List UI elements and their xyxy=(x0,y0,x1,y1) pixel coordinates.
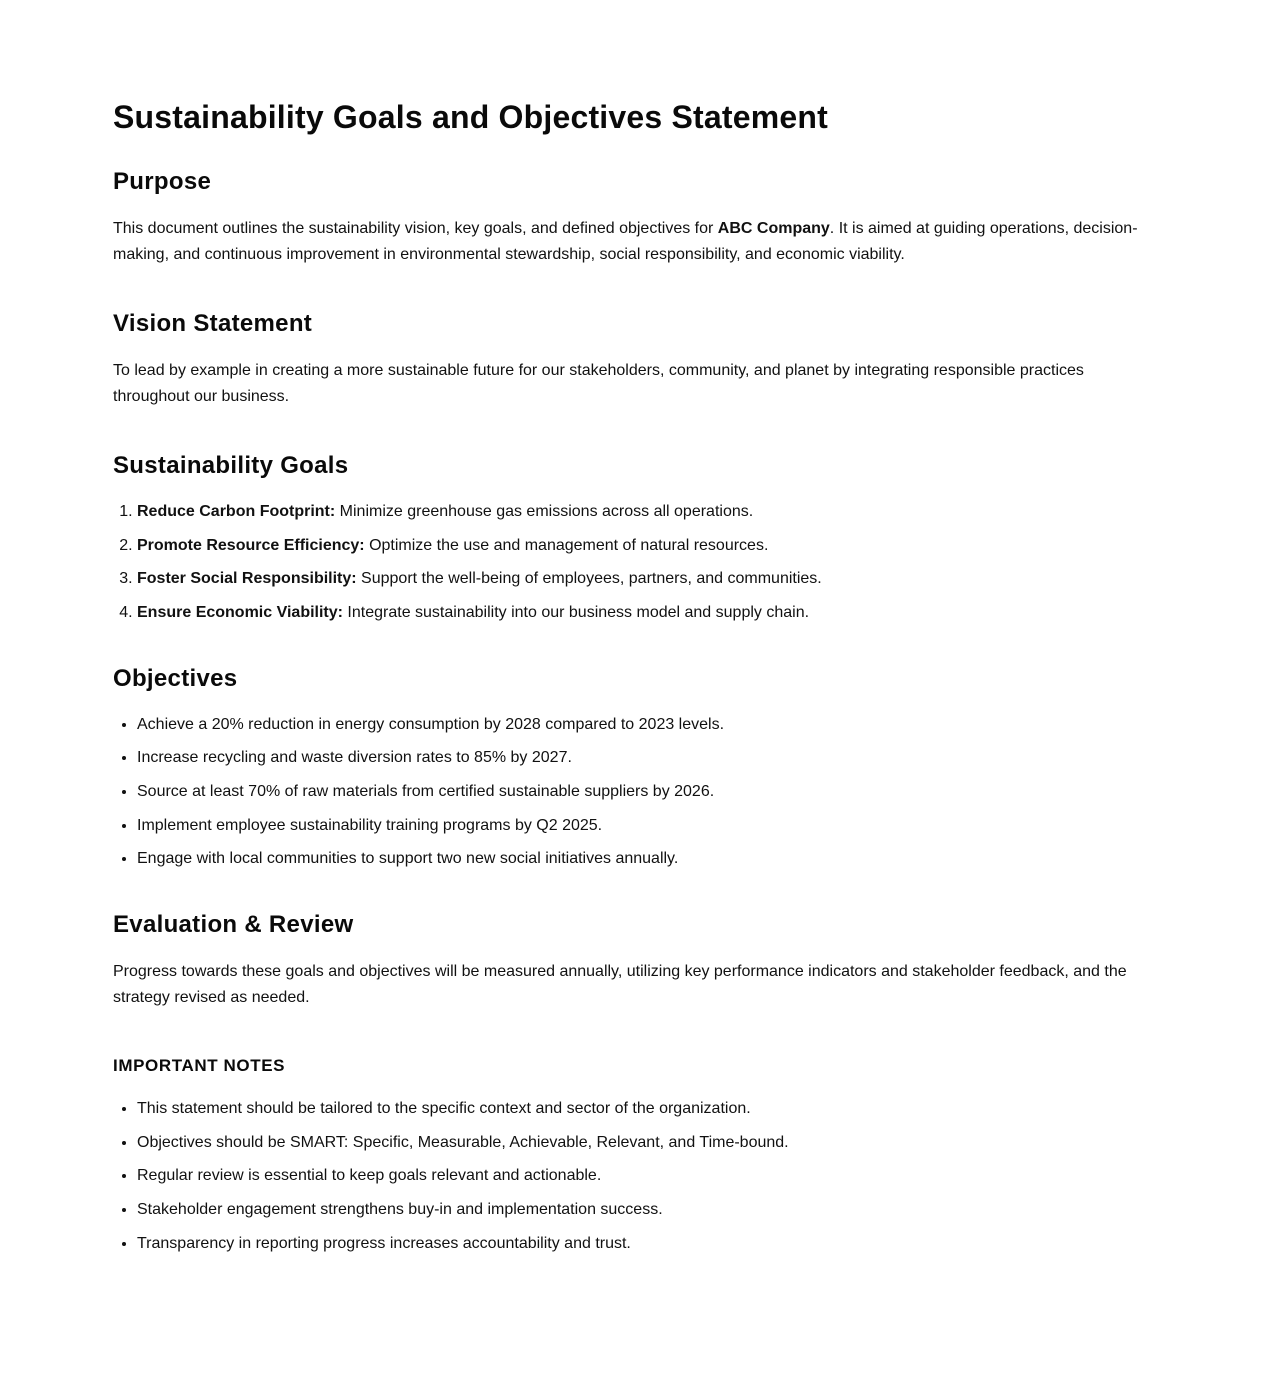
goals-section xyxy=(113,452,1150,625)
goal-label: Promote Resource Efficiency: xyxy=(137,536,365,554)
note-item: • Regular review is essential to keep goals relevant and actionable. xyxy=(137,1164,1150,1188)
purpose-section xyxy=(113,168,1150,267)
page-title: Sustainability Goals and Objectives Statement xyxy=(113,99,828,135)
objectives-heading: Objectives xyxy=(113,664,238,692)
objectives-section xyxy=(113,665,1150,871)
goal-label: Foster Social Responsibility: xyxy=(137,570,357,588)
evaluation-heading: Evaluation & Review xyxy=(113,911,354,939)
objective-item: • Increase recycling and waste diversion rates to 85% by 2027. xyxy=(137,746,1150,770)
goal-label: Reduce Carbon Footprint: xyxy=(137,503,336,520)
notes-list xyxy=(113,1097,1150,1255)
objectives-list xyxy=(113,713,1150,871)
goal-text: Support the well-being of employees, partners, and communities. xyxy=(356,570,822,588)
goal-text: Optimize the use and management of natural resources. xyxy=(364,536,769,554)
goal-item xyxy=(137,500,1150,524)
note-item: • Stakeholder engagement strengthens buy-in and implementation success. xyxy=(137,1198,1150,1222)
notes-section xyxy=(113,1055,1150,1255)
evaluation-text: Progress towards these goals and objectives will be measured annually, utilizing key performance indicators and stakeholder feedback, and the strategy revised as needed. xyxy=(113,963,1127,1006)
note-item: • This statement should be tailored to the specific context and sector of the organization. xyxy=(137,1097,1150,1121)
note-item: • Objectives should be SMART: Specific, Measurable, Achievable, Relevant, and Time-bound. xyxy=(137,1131,1150,1155)
company-name: ABC Company xyxy=(717,220,830,237)
goal-label: Ensure Economic Viability: xyxy=(137,603,343,621)
objective-item: • Source at least 70% of raw materials from certified sustainable suppliers by 2026. xyxy=(137,780,1150,804)
goal-text: Integrate sustainability into our business model and supply chain. xyxy=(342,603,810,621)
note-item: • Transparency in reporting progress increases accountability and trust. xyxy=(137,1232,1150,1256)
goals-heading: Sustainability Goals xyxy=(113,452,349,479)
evaluation-section xyxy=(113,911,1150,1010)
purpose-text-after: . It is aimed at guiding operations, decision-making, and continuous improvement in environmental stewardship, social responsibility, and economic viability. xyxy=(113,220,1138,263)
purpose-text xyxy=(113,216,1150,267)
objective-item: • Engage with local communities to support two new social initiatives annually. xyxy=(137,847,1150,871)
goals-list xyxy=(113,500,1150,625)
notes-heading: IMPORTANT NOTES xyxy=(113,1056,286,1076)
vision-heading: Vision Statement xyxy=(113,310,313,337)
goal-item xyxy=(137,567,1150,591)
goal-text: Minimize greenhouse gas emissions across all operations. xyxy=(335,503,754,520)
goal-item xyxy=(137,534,1150,558)
purpose-text-before: This document outlines the sustainability vision, key goals, and defined objectives for xyxy=(113,220,718,237)
objective-item: • Implement employee sustainability training programs by Q2 2025. xyxy=(137,814,1150,838)
purpose-heading: Purpose xyxy=(113,168,212,195)
objective-item: • Achieve a 20% reduction in energy consumption by 2028 compared to 2023 levels. xyxy=(137,713,1150,737)
goal-item xyxy=(137,601,1150,625)
vision-section xyxy=(113,310,1150,409)
vision-text: To lead by example in creating a more sustainable future for our stakeholders, community, and planet by integrating responsible practices throughout our business. xyxy=(113,362,1084,405)
